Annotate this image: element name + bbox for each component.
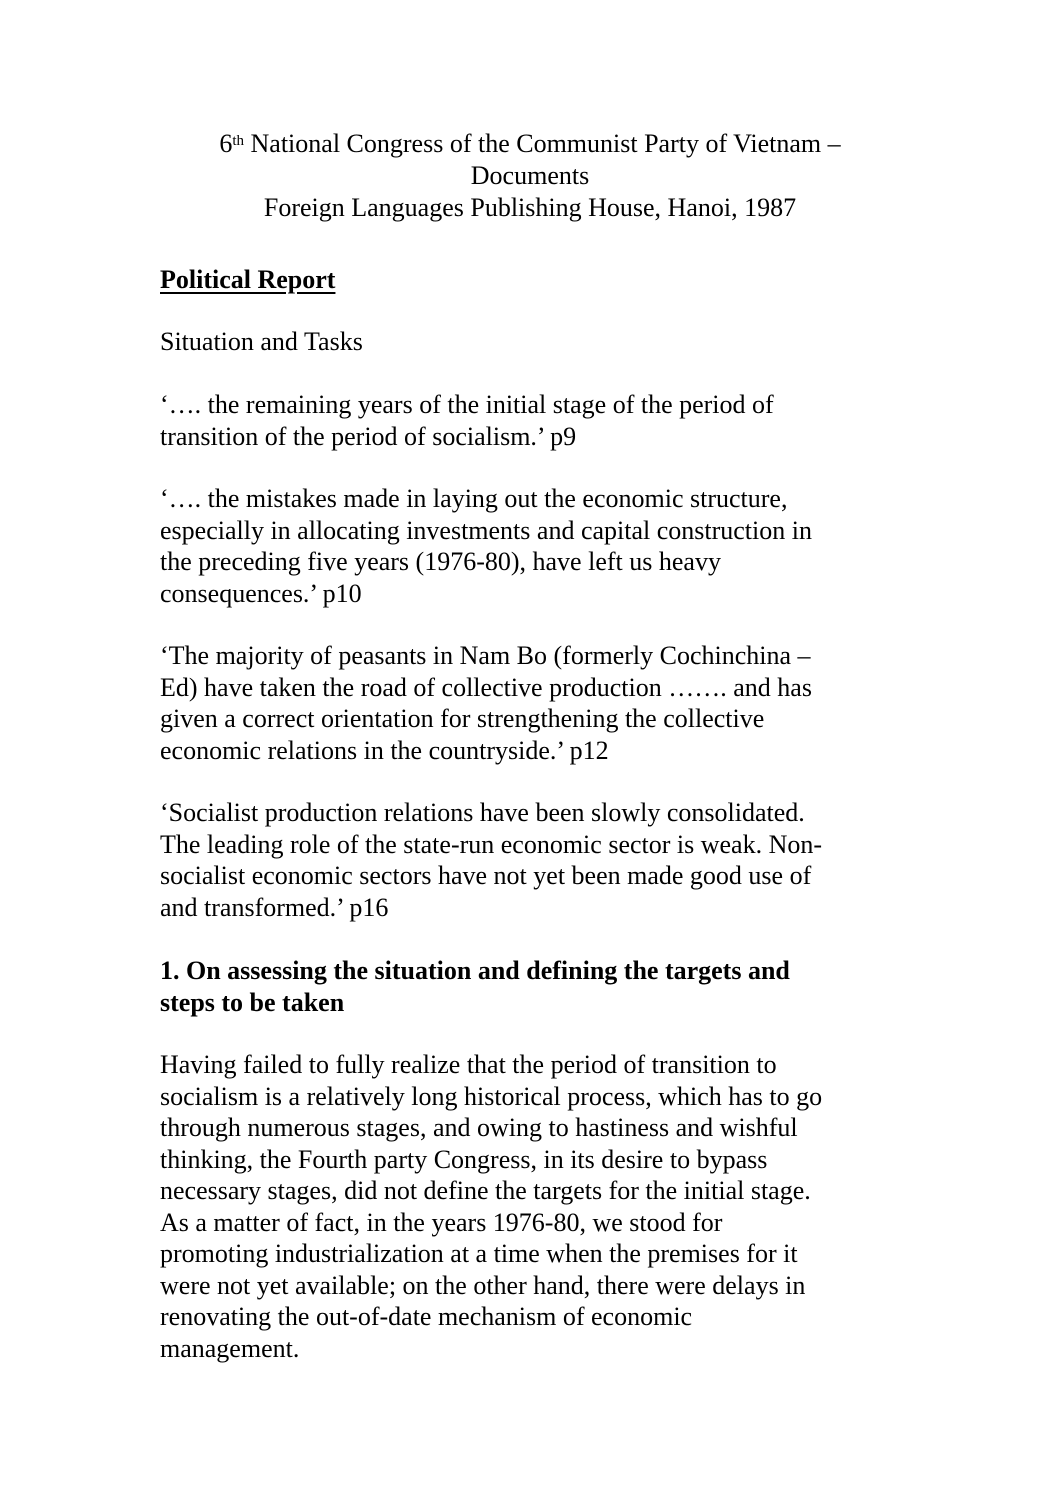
section-title: Political Report <box>160 265 336 294</box>
heading-line: steps to be taken <box>160 987 345 1017</box>
subtitle: Situation and Tasks <box>160 327 363 356</box>
body-line: through numerous stages, and owing to hastiness and wishful <box>160 1113 798 1142</box>
body-line: socialism is a relatively long historical process, which has to go <box>160 1081 823 1111</box>
quote-line: and transformed.’ p16 <box>160 892 389 922</box>
quote-4 <box>160 797 900 923</box>
body-paragraph <box>160 1049 900 1364</box>
quote-2 <box>160 483 900 609</box>
body-line: Having failed to fully realize that the period of transition to <box>160 1050 777 1079</box>
quote-line: especially in allocating investments and capital construction in <box>160 515 812 545</box>
body-line: promoting industrialization at a time when the premises for it <box>160 1239 798 1268</box>
section-heading-1 <box>160 955 900 1018</box>
quote-3 <box>160 640 900 766</box>
quote-line: ‘…. the mistakes made in laying out the economic structure, <box>160 484 788 513</box>
header-line-2: Documents <box>470 161 590 190</box>
header-line-3: Foreign Languages Publishing House, Hanoi, 1987 <box>263 193 797 222</box>
quote-line: consequences.’ p10 <box>160 578 362 608</box>
header-line-1 <box>110 128 950 160</box>
quote-line: transition of the period of socialism.’ p9 <box>160 421 577 451</box>
quote-line: ‘The majority of peasants in Nam Bo (formerly Cochinchina – <box>160 641 811 670</box>
body-line: As a matter of fact, in the years 1976-80, we stood for <box>160 1207 723 1237</box>
body-line: management. <box>160 1333 300 1363</box>
quote-line: the preceding five years (1976-80), have left us heavy <box>160 547 721 576</box>
body-line: necessary stages, did not define the targets for the initial stage. <box>160 1176 811 1205</box>
quote-line: Ed) have taken the road of collective production ……. and has <box>160 672 812 702</box>
body-line: thinking, the Fourth party Congress, in its desire to bypass <box>160 1144 768 1174</box>
quote-1 <box>160 389 900 452</box>
quote-line: ‘…. the remaining years of the initial stage of the period of <box>160 390 774 419</box>
header-ordinal-suffix: th <box>232 133 245 149</box>
document-header <box>110 128 950 224</box>
quote-line: ‘Socialist production relations have been slowly consolidated. <box>160 798 805 827</box>
header-line-1-text: National Congress of the Communist Party of Vietnam – <box>244 129 841 158</box>
quote-line: given a correct orientation for strengthening the collective <box>160 704 765 733</box>
quote-line: socialist economic sectors have not yet been made good use of <box>160 861 812 890</box>
header-ordinal-number: 6 <box>219 129 233 158</box>
body-line: were not yet available; on the other hand, there were delays in <box>160 1270 806 1300</box>
document-page <box>160 128 900 1364</box>
body-line: renovating the out-of-date mechanism of economic <box>160 1302 693 1331</box>
heading-line: 1. On assessing the situation and defining the targets and <box>160 956 790 985</box>
quote-line: The leading role of the state-run economic sector is weak. Non- <box>160 829 823 859</box>
quote-line: economic relations in the countryside.’ p12 <box>160 735 609 765</box>
